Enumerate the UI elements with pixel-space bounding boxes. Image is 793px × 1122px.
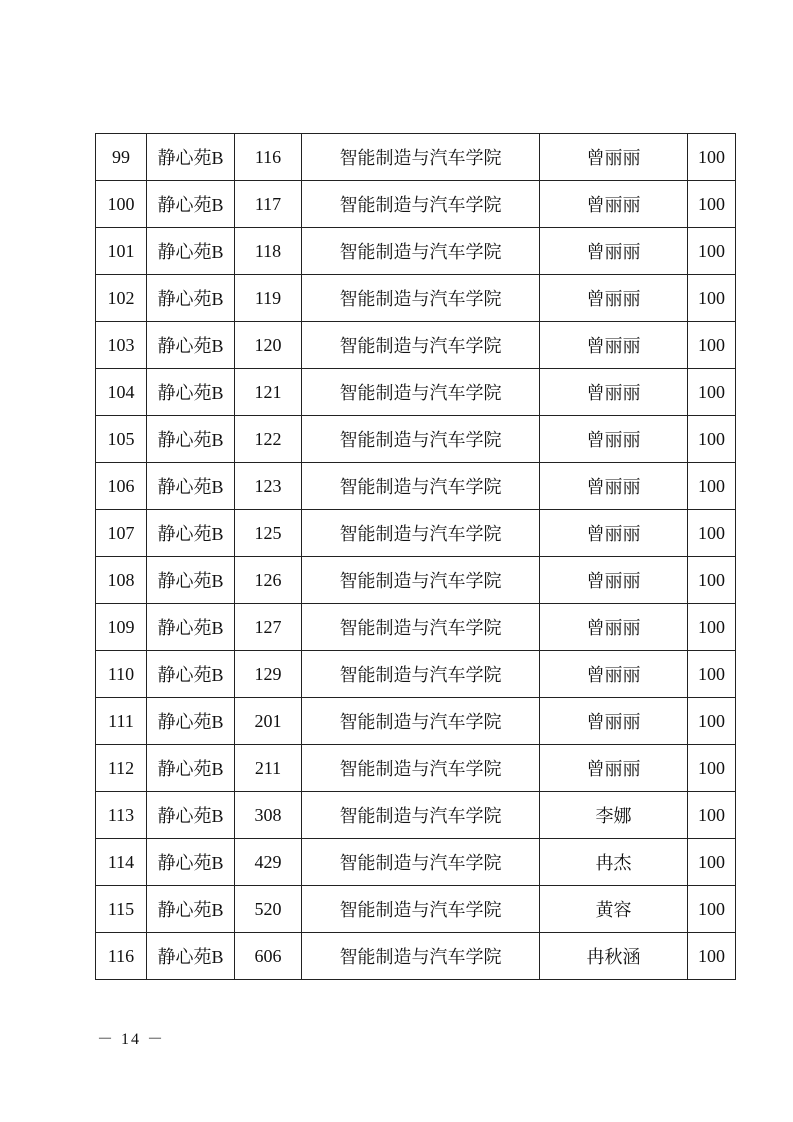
score-cell: 100 (688, 839, 736, 886)
score-cell: 100 (688, 416, 736, 463)
building-cell: 静心苑B (147, 651, 235, 698)
person-name-cell: 黄容 (540, 886, 688, 933)
row-index-cell: 113 (96, 792, 147, 839)
college-cell: 智能制造与汽车学院 (302, 463, 540, 510)
college-cell: 智能制造与汽车学院 (302, 604, 540, 651)
building-cell: 静心苑B (147, 604, 235, 651)
row-index-cell: 112 (96, 745, 147, 792)
row-index-cell: 103 (96, 322, 147, 369)
person-name-cell: 曾丽丽 (540, 228, 688, 275)
row-index-cell: 101 (96, 228, 147, 275)
table-row (96, 557, 736, 604)
page-number: － 14 － (97, 1031, 166, 1048)
building-cell: 静心苑B (147, 792, 235, 839)
room-number-cell: 119 (235, 275, 302, 322)
college-cell: 智能制造与汽车学院 (302, 228, 540, 275)
room-number-cell: 121 (235, 369, 302, 416)
table-row (96, 275, 736, 322)
row-index-cell: 114 (96, 839, 147, 886)
row-index-cell: 115 (96, 886, 147, 933)
row-index-cell: 99 (96, 134, 147, 181)
score-cell: 100 (688, 369, 736, 416)
table-row (96, 369, 736, 416)
table-row (96, 510, 736, 557)
building-cell: 静心苑B (147, 416, 235, 463)
score-cell: 100 (688, 275, 736, 322)
building-cell: 静心苑B (147, 510, 235, 557)
table-row (96, 604, 736, 651)
building-cell: 静心苑B (147, 463, 235, 510)
building-cell: 静心苑B (147, 134, 235, 181)
building-cell: 静心苑B (147, 557, 235, 604)
dormitory-score-table (95, 133, 736, 980)
building-cell: 静心苑B (147, 369, 235, 416)
score-cell: 100 (688, 792, 736, 839)
college-cell: 智能制造与汽车学院 (302, 416, 540, 463)
row-index-cell: 111 (96, 698, 147, 745)
college-cell: 智能制造与汽车学院 (302, 510, 540, 557)
building-cell: 静心苑B (147, 886, 235, 933)
table-row (96, 839, 736, 886)
building-cell: 静心苑B (147, 698, 235, 745)
table-row (96, 134, 736, 181)
person-name-cell: 曾丽丽 (540, 463, 688, 510)
table-row (96, 651, 736, 698)
room-number-cell: 129 (235, 651, 302, 698)
college-cell: 智能制造与汽车学院 (302, 557, 540, 604)
row-index-cell: 116 (96, 933, 147, 980)
score-cell: 100 (688, 651, 736, 698)
row-index-cell: 105 (96, 416, 147, 463)
college-cell: 智能制造与汽车学院 (302, 134, 540, 181)
table-row (96, 886, 736, 933)
row-index-cell: 108 (96, 557, 147, 604)
room-number-cell: 118 (235, 228, 302, 275)
room-number-cell: 116 (235, 134, 302, 181)
person-name-cell: 李娜 (540, 792, 688, 839)
score-cell: 100 (688, 181, 736, 228)
person-name-cell: 曾丽丽 (540, 557, 688, 604)
college-cell: 智能制造与汽车学院 (302, 886, 540, 933)
table-body (96, 134, 736, 980)
person-name-cell: 曾丽丽 (540, 698, 688, 745)
room-number-cell: 606 (235, 933, 302, 980)
row-index-cell: 106 (96, 463, 147, 510)
table-row (96, 228, 736, 275)
room-number-cell: 127 (235, 604, 302, 651)
score-cell: 100 (688, 228, 736, 275)
college-cell: 智能制造与汽车学院 (302, 369, 540, 416)
room-number-cell: 308 (235, 792, 302, 839)
room-number-cell: 211 (235, 745, 302, 792)
score-cell: 100 (688, 745, 736, 792)
person-name-cell: 冉杰 (540, 839, 688, 886)
score-cell: 100 (688, 322, 736, 369)
college-cell: 智能制造与汽车学院 (302, 651, 540, 698)
table-row (96, 181, 736, 228)
score-cell: 100 (688, 557, 736, 604)
table-row (96, 792, 736, 839)
room-number-cell: 429 (235, 839, 302, 886)
score-cell: 100 (688, 134, 736, 181)
score-cell: 100 (688, 933, 736, 980)
room-number-cell: 120 (235, 322, 302, 369)
table-row (96, 416, 736, 463)
table-row (96, 745, 736, 792)
college-cell: 智能制造与汽车学院 (302, 275, 540, 322)
college-cell: 智能制造与汽车学院 (302, 839, 540, 886)
room-number-cell: 117 (235, 181, 302, 228)
building-cell: 静心苑B (147, 745, 235, 792)
score-cell: 100 (688, 698, 736, 745)
room-number-cell: 126 (235, 557, 302, 604)
building-cell: 静心苑B (147, 181, 235, 228)
room-number-cell: 123 (235, 463, 302, 510)
person-name-cell: 曾丽丽 (540, 134, 688, 181)
row-index-cell: 104 (96, 369, 147, 416)
college-cell: 智能制造与汽车学院 (302, 745, 540, 792)
table-row (96, 698, 736, 745)
person-name-cell: 曾丽丽 (540, 510, 688, 557)
college-cell: 智能制造与汽车学院 (302, 792, 540, 839)
room-number-cell: 520 (235, 886, 302, 933)
room-number-cell: 125 (235, 510, 302, 557)
table-row (96, 933, 736, 980)
person-name-cell: 曾丽丽 (540, 275, 688, 322)
row-index-cell: 102 (96, 275, 147, 322)
building-cell: 静心苑B (147, 228, 235, 275)
person-name-cell: 曾丽丽 (540, 745, 688, 792)
person-name-cell: 曾丽丽 (540, 604, 688, 651)
building-cell: 静心苑B (147, 839, 235, 886)
table-row (96, 463, 736, 510)
college-cell: 智能制造与汽车学院 (302, 698, 540, 745)
building-cell: 静心苑B (147, 322, 235, 369)
person-name-cell: 曾丽丽 (540, 651, 688, 698)
row-index-cell: 109 (96, 604, 147, 651)
row-index-cell: 110 (96, 651, 147, 698)
person-name-cell: 曾丽丽 (540, 369, 688, 416)
person-name-cell: 曾丽丽 (540, 322, 688, 369)
score-cell: 100 (688, 463, 736, 510)
person-name-cell: 曾丽丽 (540, 416, 688, 463)
building-cell: 静心苑B (147, 933, 235, 980)
building-cell: 静心苑B (147, 275, 235, 322)
row-index-cell: 100 (96, 181, 147, 228)
score-cell: 100 (688, 604, 736, 651)
college-cell: 智能制造与汽车学院 (302, 181, 540, 228)
person-name-cell: 曾丽丽 (540, 181, 688, 228)
score-cell: 100 (688, 510, 736, 557)
college-cell: 智能制造与汽车学院 (302, 933, 540, 980)
college-cell: 智能制造与汽车学院 (302, 322, 540, 369)
table-row (96, 322, 736, 369)
row-index-cell: 107 (96, 510, 147, 557)
person-name-cell: 冉秋涵 (540, 933, 688, 980)
room-number-cell: 201 (235, 698, 302, 745)
score-cell: 100 (688, 886, 736, 933)
room-number-cell: 122 (235, 416, 302, 463)
